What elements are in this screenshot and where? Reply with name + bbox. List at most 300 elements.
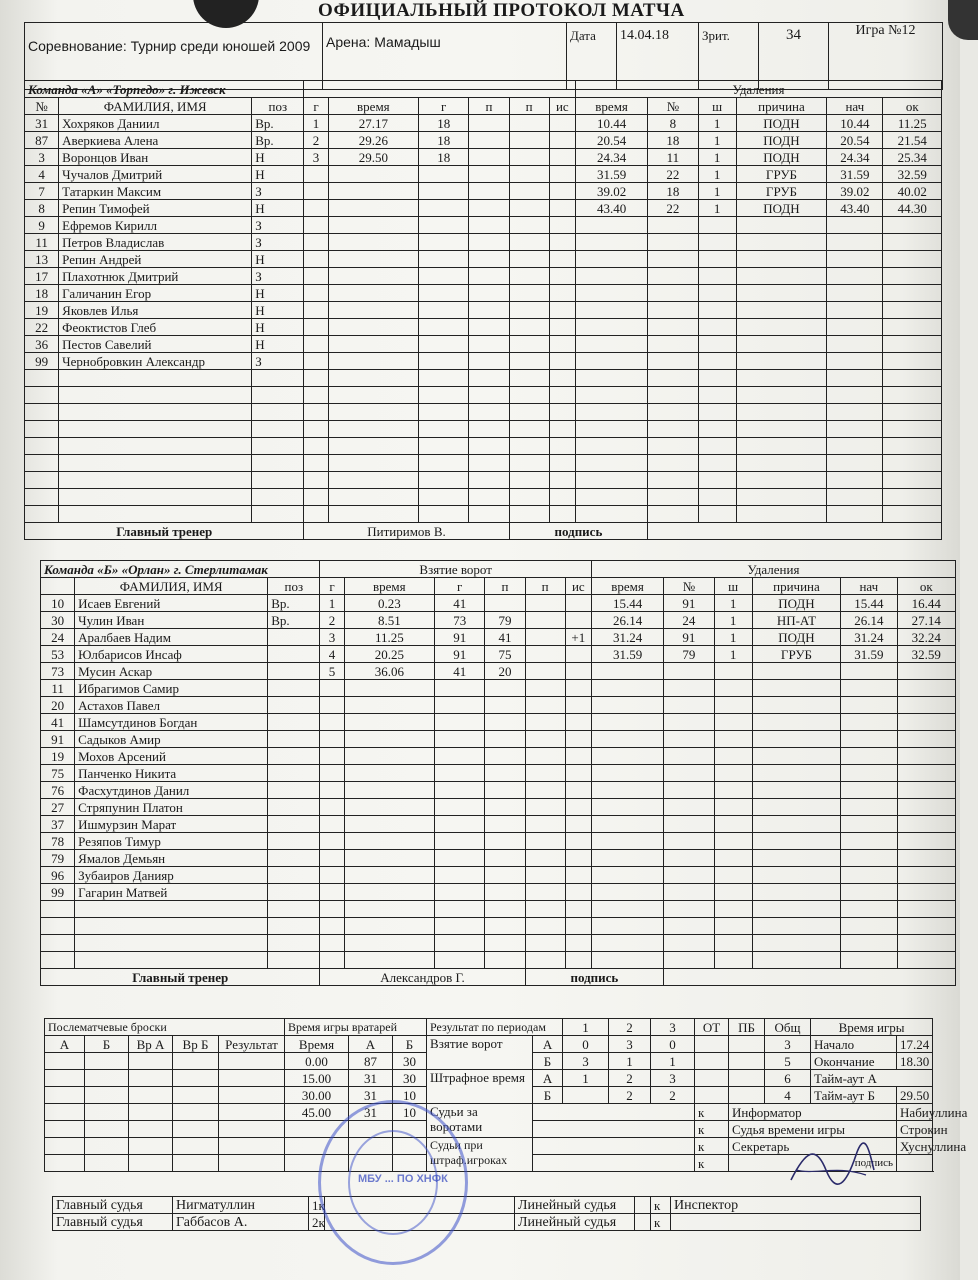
cell-g	[304, 166, 328, 183]
cell-r-num	[648, 302, 698, 319]
cell-time	[344, 884, 434, 901]
cell-time	[328, 336, 418, 353]
cell-r-sh	[698, 251, 736, 268]
cell-gg	[435, 867, 485, 884]
period-total: Общ	[765, 1019, 811, 1036]
player-row	[25, 166, 942, 183]
cell-r-sh: 1	[714, 646, 752, 663]
cell-r-num	[664, 884, 714, 901]
cell-p1	[485, 697, 525, 714]
cell-pos: Н	[252, 319, 304, 336]
table-cell: 1	[651, 1053, 695, 1070]
cell-is	[549, 319, 575, 336]
col-pos: поз	[268, 578, 320, 595]
cell-p2	[525, 697, 565, 714]
cell-gg	[435, 799, 485, 816]
team-a-removals-label: Удаления	[575, 81, 941, 98]
cell-r-reason	[736, 472, 826, 489]
cell-time: 36.06	[344, 663, 434, 680]
cell-is	[565, 748, 591, 765]
table-cell	[304, 81, 575, 98]
cell-p1	[485, 595, 525, 612]
cell-g	[320, 850, 344, 867]
timeout-b-time: 29.50	[897, 1087, 933, 1104]
cell-p2	[509, 438, 549, 455]
cell-r-sh	[714, 799, 752, 816]
cell-r-start	[841, 765, 897, 782]
cell-pos	[268, 765, 320, 782]
cell-r-time	[591, 697, 663, 714]
cell-r-start	[841, 680, 897, 697]
cell-num: 79	[41, 850, 75, 867]
cell-p2	[509, 285, 549, 302]
cell-pos	[252, 438, 304, 455]
cell-r-num	[664, 799, 714, 816]
cell-r-reason	[752, 765, 840, 782]
ref1-name: Нигматуллин	[173, 1197, 309, 1214]
player-row	[25, 506, 942, 523]
cell-r-start	[827, 251, 883, 268]
cell-r-sh	[698, 489, 736, 506]
cell-gg	[435, 697, 485, 714]
cell-r-num	[664, 901, 714, 918]
cell-r-num	[664, 935, 714, 952]
cell-num: 17	[25, 268, 59, 285]
cell-gg	[419, 183, 469, 200]
cell-p2	[509, 472, 549, 489]
table-cell	[129, 1138, 173, 1155]
cell-g	[320, 680, 344, 697]
cell-r-end	[897, 697, 956, 714]
col-name: ФАМИЛИЯ, ИМЯ	[59, 98, 252, 115]
cell-is	[549, 455, 575, 472]
table-cell	[129, 1155, 173, 1172]
col-pos: поз	[252, 98, 304, 115]
player-row	[41, 680, 956, 697]
cell-r-time	[591, 884, 663, 901]
cell-r-start	[827, 319, 883, 336]
cell-num: 96	[41, 867, 75, 884]
cell-r-reason	[752, 680, 840, 697]
cell-p1	[469, 319, 509, 336]
cell-p2	[509, 200, 549, 217]
player-row	[41, 714, 956, 731]
table-cell: 1	[563, 1070, 609, 1087]
cell-time	[328, 166, 418, 183]
col-r-start: нач	[841, 578, 897, 595]
cell-pos	[252, 387, 304, 404]
cell-r-end: 21.54	[883, 132, 942, 149]
cell-p1	[469, 200, 509, 217]
cell-num: 3	[25, 149, 59, 166]
cell-r-reason: ГРУБ	[736, 166, 826, 183]
cell-is	[549, 285, 575, 302]
cell-pos	[268, 748, 320, 765]
game-time-label: Время игры	[811, 1019, 933, 1036]
cell-time	[328, 302, 418, 319]
table-cell: 0.00	[285, 1053, 349, 1070]
cell-g	[304, 455, 328, 472]
cell-p2	[525, 612, 565, 629]
cell-r-sh: 1	[714, 612, 752, 629]
cell-r-end	[883, 472, 942, 489]
cell-is	[549, 115, 575, 132]
cell-r-num	[664, 731, 714, 748]
cell-p1	[469, 421, 509, 438]
cell-r-reason: ГРУБ	[736, 183, 826, 200]
cell-g: 5	[320, 663, 344, 680]
cell-name: Галичанин Егор	[59, 285, 252, 302]
cell-num: 11	[41, 680, 75, 697]
cell-gg: 18	[419, 149, 469, 166]
cell-r-end	[897, 952, 956, 969]
cell-p2	[509, 404, 549, 421]
cell-name: Шамсутдинов Богдан	[75, 714, 268, 731]
cell-name	[75, 952, 268, 969]
cell-gg	[419, 506, 469, 523]
cell-is	[549, 200, 575, 217]
cell-num: 30	[41, 612, 75, 629]
player-row	[25, 404, 942, 421]
table-cell	[219, 1087, 285, 1104]
cell-r-reason	[736, 285, 826, 302]
cell-gg	[419, 387, 469, 404]
cell-gg	[419, 234, 469, 251]
cell-r-reason	[752, 901, 840, 918]
cell-r-end: 27.14	[897, 612, 956, 629]
cell-gg: 41	[435, 663, 485, 680]
table-cell	[45, 1104, 85, 1121]
table-cell	[173, 1053, 219, 1070]
cell-r-reason	[752, 867, 840, 884]
cell-pos: Н	[252, 302, 304, 319]
player-row	[25, 455, 942, 472]
line2-label: Линейный судья	[515, 1214, 635, 1231]
cell-pos	[268, 833, 320, 850]
table-cell: к	[695, 1104, 729, 1121]
cell-r-end: 11.25	[883, 115, 942, 132]
col-name: ФАМИЛИЯ, ИМЯ	[75, 578, 268, 595]
col-gg: г	[435, 578, 485, 595]
team-b-goals-label: Взятие ворот	[320, 561, 591, 578]
col-time: время	[328, 98, 418, 115]
cell-gg	[435, 884, 485, 901]
cell-p1	[469, 285, 509, 302]
table-cell	[695, 1070, 729, 1087]
cell-name: Феоктистов Глеб	[59, 319, 252, 336]
cell-p2	[509, 455, 549, 472]
cell-num: 78	[41, 833, 75, 850]
cell-p1	[469, 472, 509, 489]
cell-num	[25, 370, 59, 387]
cell-r-reason	[752, 663, 840, 680]
cell-name: Исаев Евгений	[75, 595, 268, 612]
cell-time: 20.25	[344, 646, 434, 663]
player-row	[25, 285, 942, 302]
penalty-period-label: Штрафное время	[427, 1070, 533, 1104]
cell-r-num: 18	[648, 183, 698, 200]
cell-r-time	[575, 234, 647, 251]
referees-table	[52, 1196, 921, 1231]
cell-g	[320, 952, 344, 969]
col-p1: п	[469, 98, 509, 115]
cell-gg	[435, 935, 485, 952]
cell-r-sh	[714, 782, 752, 799]
cell-time	[344, 748, 434, 765]
cell-gg	[419, 200, 469, 217]
cell-time: 29.50	[328, 149, 418, 166]
table-cell: 2	[609, 1087, 651, 1104]
cell-r-time	[591, 799, 663, 816]
cell-pos	[252, 370, 304, 387]
cell-gg: 73	[435, 612, 485, 629]
cell-is	[549, 234, 575, 251]
period-ot: ОТ	[695, 1019, 729, 1036]
cell-time	[344, 901, 434, 918]
cell-r-end: 32.24	[897, 629, 956, 646]
start-time: 17.24	[897, 1036, 933, 1053]
player-row	[25, 353, 942, 370]
cell-is	[549, 336, 575, 353]
table-cell: 15.00	[285, 1070, 349, 1087]
col-r-end: ок	[883, 98, 942, 115]
cell-gg	[435, 731, 485, 748]
cell-r-time	[591, 867, 663, 884]
cell-g: 4	[320, 646, 344, 663]
cell-r-num	[664, 816, 714, 833]
cell-r-start	[841, 731, 897, 748]
timeout-b-label: Тайм-аут Б	[811, 1087, 897, 1104]
cell-gg	[435, 850, 485, 867]
cell-num	[25, 455, 59, 472]
cell-r-time	[575, 489, 647, 506]
cell-r-sh	[698, 506, 736, 523]
cell-r-reason	[736, 421, 826, 438]
cell-r-reason	[736, 336, 826, 353]
player-row	[41, 646, 956, 663]
table-cell	[85, 1087, 129, 1104]
cell-r-num: 24	[664, 612, 714, 629]
cell-p1	[469, 336, 509, 353]
cell-is	[549, 353, 575, 370]
cell-num: 76	[41, 782, 75, 799]
table-cell	[533, 1138, 695, 1155]
cell-r-end	[883, 370, 942, 387]
cell-p1	[469, 455, 509, 472]
cell-pos	[268, 901, 320, 918]
arena: Арена: Мамадыш	[323, 23, 567, 90]
cell-p2	[525, 748, 565, 765]
cell-r-end	[897, 680, 956, 697]
cell-num: 99	[41, 884, 75, 901]
cell-r-sh	[714, 833, 752, 850]
cell-r-time	[575, 251, 647, 268]
cell-name: Репин Тимофей	[59, 200, 252, 217]
cell-r-start	[841, 952, 897, 969]
cell-r-sh: 1	[698, 115, 736, 132]
cell-p1	[469, 234, 509, 251]
player-row	[25, 387, 942, 404]
cell-g	[320, 765, 344, 782]
cell-r-reason	[752, 952, 840, 969]
table-cell	[563, 1087, 609, 1104]
cell-r-end	[883, 217, 942, 234]
timekeeper-name: Строкин	[897, 1121, 933, 1138]
cell-p2	[509, 268, 549, 285]
cell-time	[344, 714, 434, 731]
cell-is	[565, 884, 591, 901]
cell-p2	[509, 217, 549, 234]
cell-name: Петров Владислав	[59, 234, 252, 251]
cell-g	[304, 302, 328, 319]
periods-label: Результат по периодам	[427, 1019, 563, 1036]
cell-r-end: 32.59	[883, 166, 942, 183]
cell-p1	[485, 952, 525, 969]
cell-r-time	[591, 833, 663, 850]
cell-time	[344, 697, 434, 714]
cell-p1	[469, 149, 509, 166]
cell-name: Плахотнюк Дмитрий	[59, 268, 252, 285]
cell-num: 8	[25, 200, 59, 217]
cell-time	[328, 217, 418, 234]
cell-r-end	[897, 765, 956, 782]
cell-time	[328, 251, 418, 268]
cell-name	[75, 935, 268, 952]
cell-time	[344, 731, 434, 748]
cell-p2	[509, 353, 549, 370]
table-cell	[45, 1053, 85, 1070]
cell-gg	[435, 952, 485, 969]
secretary-label: Секретарь	[729, 1138, 897, 1155]
table-cell: 3	[563, 1053, 609, 1070]
cell-r-start	[827, 217, 883, 234]
cell-r-time	[575, 268, 647, 285]
table-cell	[695, 1053, 729, 1070]
cell-r-sh	[714, 714, 752, 731]
cell-num	[41, 918, 75, 935]
cell-g	[320, 714, 344, 731]
cell-is	[565, 850, 591, 867]
table-cell	[129, 1087, 173, 1104]
cell-num: 91	[41, 731, 75, 748]
player-row	[41, 952, 956, 969]
cell-p1	[485, 935, 525, 952]
table-cell	[45, 1121, 85, 1138]
cell-r-end	[883, 438, 942, 455]
table-cell	[219, 1121, 285, 1138]
cell-name	[75, 918, 268, 935]
cell-r-reason	[736, 234, 826, 251]
goals-team-b: Б	[533, 1053, 563, 1070]
cell-r-reason: ПОДН	[736, 149, 826, 166]
cell-is	[549, 132, 575, 149]
player-row	[25, 370, 942, 387]
cell-r-start	[827, 234, 883, 251]
pen-judges-label: Судьи при штраф.игроках	[427, 1138, 533, 1172]
cell-r-num: 22	[648, 200, 698, 217]
table-cell	[41, 578, 75, 595]
cell-r-start	[827, 404, 883, 421]
cell-r-end	[883, 455, 942, 472]
cell-g	[320, 833, 344, 850]
cell-r-num: 18	[648, 132, 698, 149]
cell-r-reason	[736, 387, 826, 404]
cell-p2	[509, 506, 549, 523]
cell-r-sh	[698, 336, 736, 353]
cell-r-time: 31.59	[591, 646, 663, 663]
date-label: Дата	[567, 23, 617, 90]
cell-pos: З	[252, 217, 304, 234]
so-col-gkb: Вр Б	[173, 1036, 219, 1053]
cell-is	[549, 268, 575, 285]
cell-r-reason	[752, 731, 840, 748]
cell-r-start	[841, 663, 897, 680]
cell-time	[328, 353, 418, 370]
cell-r-reason	[736, 319, 826, 336]
team-b-section	[40, 560, 956, 986]
cell-r-sh	[698, 234, 736, 251]
cell-r-sh	[714, 765, 752, 782]
cell-p2	[509, 302, 549, 319]
cell-g	[304, 438, 328, 455]
cell-r-time	[591, 816, 663, 833]
cell-p2	[525, 833, 565, 850]
table-cell	[533, 1155, 695, 1172]
cell-is	[549, 149, 575, 166]
cell-time	[328, 387, 418, 404]
table-cell	[635, 1214, 651, 1231]
table-cell	[219, 1070, 285, 1087]
cell-r-reason	[752, 799, 840, 816]
table-cell	[129, 1053, 173, 1070]
cell-name	[59, 489, 252, 506]
cell-r-reason	[736, 353, 826, 370]
cell-r-time	[591, 663, 663, 680]
cell-is	[549, 421, 575, 438]
cell-time	[344, 782, 434, 799]
table-cell	[45, 1070, 85, 1087]
goals-total-a: 3	[765, 1036, 811, 1053]
cell-r-num: 91	[664, 629, 714, 646]
cell-r-time: 15.44	[591, 595, 663, 612]
cell-r-start	[841, 714, 897, 731]
col-is: ис	[565, 578, 591, 595]
table-cell: 45.00	[285, 1104, 349, 1121]
cell-r-sh	[714, 697, 752, 714]
cell-is	[565, 918, 591, 935]
cell-p1: 75	[485, 646, 525, 663]
cell-r-start: 20.54	[827, 132, 883, 149]
cell-num: 37	[41, 816, 75, 833]
cell-name: Чернобровкин Александр	[59, 353, 252, 370]
cell-g	[304, 234, 328, 251]
player-row	[25, 319, 942, 336]
col-r-start: нач	[827, 98, 883, 115]
cell-time: 11.25	[344, 629, 434, 646]
so-col-a: А	[45, 1036, 85, 1053]
cell-gg	[435, 816, 485, 833]
table-cell	[129, 1070, 173, 1087]
table-cell	[85, 1053, 129, 1070]
cell-r-time	[575, 472, 647, 489]
cell-p2	[509, 336, 549, 353]
table-cell	[173, 1104, 219, 1121]
table-cell: 10	[393, 1087, 427, 1104]
cell-time	[328, 421, 418, 438]
cell-pos: З	[252, 353, 304, 370]
table-cell: 3	[609, 1036, 651, 1053]
cell-time	[344, 952, 434, 969]
